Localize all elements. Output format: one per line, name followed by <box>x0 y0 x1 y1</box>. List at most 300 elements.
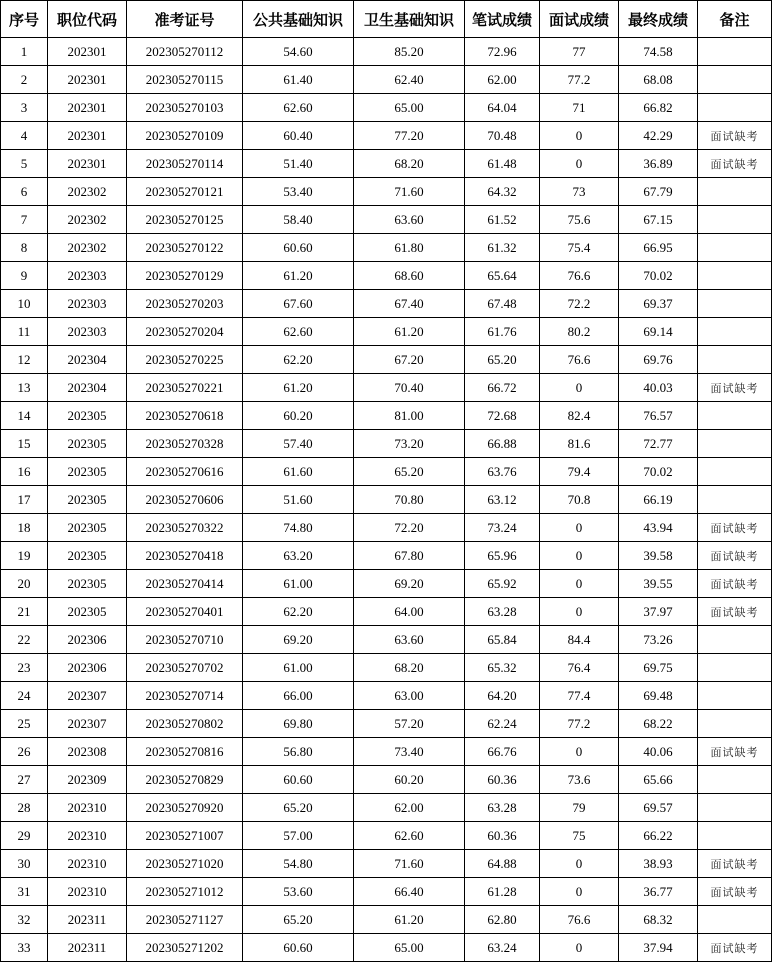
position-code-cell: 202309 <box>48 766 127 794</box>
public-knowledge-cell: 57.40 <box>243 430 354 458</box>
written-score-cell: 61.32 <box>465 234 540 262</box>
remark-cell <box>698 234 772 262</box>
public-knowledge-cell: 61.20 <box>243 374 354 402</box>
health-knowledge-cell: 61.20 <box>354 906 465 934</box>
exam-id-cell: 202305270322 <box>127 514 243 542</box>
table-row <box>1 346 772 374</box>
table-row <box>1 514 772 542</box>
exam-id-cell: 202305270125 <box>127 206 243 234</box>
interview-score-cell: 0 <box>540 738 619 766</box>
public-knowledge-cell: 51.40 <box>243 150 354 178</box>
public-knowledge-cell: 62.60 <box>243 318 354 346</box>
remark-cell <box>698 794 772 822</box>
exam-id-cell: 202305270121 <box>127 178 243 206</box>
exam-id-cell: 202305270710 <box>127 626 243 654</box>
seq-cell: 3 <box>1 94 48 122</box>
table-row <box>1 766 772 794</box>
health-knowledge-cell: 85.20 <box>354 38 465 66</box>
health-knowledge-cell: 63.60 <box>354 626 465 654</box>
remark-cell: 面试缺考 <box>698 738 772 766</box>
written-score-cell: 63.76 <box>465 458 540 486</box>
seq-cell: 7 <box>1 206 48 234</box>
written-score-cell: 73.24 <box>465 514 540 542</box>
health-knowledge-cell: 69.20 <box>354 570 465 598</box>
seq-cell: 33 <box>1 934 48 962</box>
seq-cell: 1 <box>1 38 48 66</box>
public-knowledge-cell: 69.80 <box>243 710 354 738</box>
table-row <box>1 234 772 262</box>
health-knowledge-cell: 68.20 <box>354 654 465 682</box>
exam-id-cell: 202305270618 <box>127 402 243 430</box>
written-score-cell: 64.20 <box>465 682 540 710</box>
remark-cell: 面试缺考 <box>698 850 772 878</box>
remark-cell <box>698 458 772 486</box>
written-score-cell: 65.32 <box>465 654 540 682</box>
position-code-cell: 202310 <box>48 850 127 878</box>
remark-cell <box>698 38 772 66</box>
written-score-cell: 65.96 <box>465 542 540 570</box>
exam-id-cell: 202305270702 <box>127 654 243 682</box>
seq-cell: 16 <box>1 458 48 486</box>
written-score-cell: 63.28 <box>465 794 540 822</box>
header-col-seq: 序号 <box>1 1 48 38</box>
final-score-cell: 70.02 <box>619 458 698 486</box>
written-score-cell: 61.48 <box>465 150 540 178</box>
public-knowledge-cell: 60.60 <box>243 934 354 962</box>
public-knowledge-cell: 51.60 <box>243 486 354 514</box>
exam-id-cell: 202305271202 <box>127 934 243 962</box>
table-row <box>1 430 772 458</box>
public-knowledge-cell: 61.40 <box>243 66 354 94</box>
health-knowledge-cell: 71.60 <box>354 178 465 206</box>
table-row <box>1 486 772 514</box>
public-knowledge-cell: 60.60 <box>243 766 354 794</box>
table-row <box>1 374 772 402</box>
public-knowledge-cell: 60.40 <box>243 122 354 150</box>
seq-cell: 12 <box>1 346 48 374</box>
header-col-health-knowledge: 卫生基础知识 <box>354 1 465 38</box>
interview-score-cell: 84.4 <box>540 626 619 654</box>
public-knowledge-cell: 62.20 <box>243 346 354 374</box>
written-score-cell: 61.52 <box>465 206 540 234</box>
health-knowledge-cell: 67.40 <box>354 290 465 318</box>
exam-id-cell: 202305270802 <box>127 710 243 738</box>
exam-id-cell: 202305270414 <box>127 570 243 598</box>
written-score-cell: 65.20 <box>465 346 540 374</box>
exam-id-cell: 202305271012 <box>127 878 243 906</box>
final-score-cell: 73.26 <box>619 626 698 654</box>
header-col-remark: 备注 <box>698 1 772 38</box>
final-score-cell: 39.55 <box>619 570 698 598</box>
exam-id-cell: 202305270829 <box>127 766 243 794</box>
table-row <box>1 906 772 934</box>
seq-cell: 29 <box>1 822 48 850</box>
seq-cell: 17 <box>1 486 48 514</box>
seq-cell: 31 <box>1 878 48 906</box>
table-row <box>1 710 772 738</box>
health-knowledge-cell: 61.20 <box>354 318 465 346</box>
remark-cell <box>698 262 772 290</box>
exam-id-cell: 202305270112 <box>127 38 243 66</box>
table-row <box>1 290 772 318</box>
health-knowledge-cell: 66.40 <box>354 878 465 906</box>
public-knowledge-cell: 54.80 <box>243 850 354 878</box>
health-knowledge-cell: 63.00 <box>354 682 465 710</box>
written-score-cell: 62.80 <box>465 906 540 934</box>
public-knowledge-cell: 57.00 <box>243 822 354 850</box>
written-score-cell: 66.88 <box>465 430 540 458</box>
interview-score-cell: 73 <box>540 178 619 206</box>
seq-cell: 32 <box>1 906 48 934</box>
seq-cell: 22 <box>1 626 48 654</box>
table-row <box>1 122 772 150</box>
position-code-cell: 202310 <box>48 878 127 906</box>
position-code-cell: 202302 <box>48 234 127 262</box>
interview-score-cell: 76.6 <box>540 906 619 934</box>
remark-cell: 面试缺考 <box>698 150 772 178</box>
written-score-cell: 65.84 <box>465 626 540 654</box>
health-knowledge-cell: 63.60 <box>354 206 465 234</box>
final-score-cell: 40.06 <box>619 738 698 766</box>
remark-cell: 面试缺考 <box>698 374 772 402</box>
public-knowledge-cell: 60.20 <box>243 402 354 430</box>
written-score-cell: 63.24 <box>465 934 540 962</box>
written-score-cell: 62.24 <box>465 710 540 738</box>
position-code-cell: 202306 <box>48 654 127 682</box>
written-score-cell: 66.72 <box>465 374 540 402</box>
exam-id-cell: 202305271127 <box>127 906 243 934</box>
public-knowledge-cell: 58.40 <box>243 206 354 234</box>
exam-id-cell: 202305270920 <box>127 794 243 822</box>
remark-cell <box>698 66 772 94</box>
health-knowledge-cell: 71.60 <box>354 850 465 878</box>
table-row <box>1 94 772 122</box>
interview-score-cell: 76.4 <box>540 654 619 682</box>
interview-score-cell: 0 <box>540 570 619 598</box>
health-knowledge-cell: 61.80 <box>354 234 465 262</box>
final-score-cell: 36.77 <box>619 878 698 906</box>
written-score-cell: 67.48 <box>465 290 540 318</box>
exam-id-cell: 202305270714 <box>127 682 243 710</box>
interview-score-cell: 0 <box>540 934 619 962</box>
table-row <box>1 794 772 822</box>
health-knowledge-cell: 68.20 <box>354 150 465 178</box>
remark-cell <box>698 766 772 794</box>
health-knowledge-cell: 65.00 <box>354 934 465 962</box>
public-knowledge-cell: 56.80 <box>243 738 354 766</box>
position-code-cell: 202303 <box>48 262 127 290</box>
seq-cell: 26 <box>1 738 48 766</box>
health-knowledge-cell: 65.20 <box>354 458 465 486</box>
position-code-cell: 202305 <box>48 486 127 514</box>
written-score-cell: 63.28 <box>465 598 540 626</box>
interview-score-cell: 82.4 <box>540 402 619 430</box>
interview-score-cell: 75.6 <box>540 206 619 234</box>
remark-cell <box>698 682 772 710</box>
seq-cell: 6 <box>1 178 48 206</box>
seq-cell: 18 <box>1 514 48 542</box>
table-row <box>1 318 772 346</box>
final-score-cell: 38.93 <box>619 850 698 878</box>
written-score-cell: 64.32 <box>465 178 540 206</box>
interview-score-cell: 79.4 <box>540 458 619 486</box>
public-knowledge-cell: 61.60 <box>243 458 354 486</box>
interview-score-cell: 0 <box>540 878 619 906</box>
position-code-cell: 202301 <box>48 66 127 94</box>
remark-cell <box>698 486 772 514</box>
interview-score-cell: 0 <box>540 850 619 878</box>
interview-score-cell: 76.6 <box>540 262 619 290</box>
interview-score-cell: 77.4 <box>540 682 619 710</box>
table-row <box>1 542 772 570</box>
interview-score-cell: 70.8 <box>540 486 619 514</box>
final-score-cell: 67.79 <box>619 178 698 206</box>
remark-cell <box>698 654 772 682</box>
final-score-cell: 37.97 <box>619 598 698 626</box>
seq-cell: 25 <box>1 710 48 738</box>
header-col-written-score: 笔试成绩 <box>465 1 540 38</box>
public-knowledge-cell: 65.20 <box>243 794 354 822</box>
position-code-cell: 202305 <box>48 430 127 458</box>
seq-cell: 10 <box>1 290 48 318</box>
final-score-cell: 68.22 <box>619 710 698 738</box>
interview-score-cell: 72.2 <box>540 290 619 318</box>
interview-score-cell: 0 <box>540 122 619 150</box>
final-score-cell: 66.95 <box>619 234 698 262</box>
written-score-cell: 65.64 <box>465 262 540 290</box>
interview-score-cell: 0 <box>540 150 619 178</box>
final-score-cell: 69.14 <box>619 318 698 346</box>
remark-cell: 面试缺考 <box>698 598 772 626</box>
final-score-cell: 36.89 <box>619 150 698 178</box>
interview-score-cell: 77 <box>540 38 619 66</box>
exam-id-cell: 202305270328 <box>127 430 243 458</box>
written-score-cell: 62.00 <box>465 66 540 94</box>
public-knowledge-cell: 61.00 <box>243 570 354 598</box>
public-knowledge-cell: 53.60 <box>243 878 354 906</box>
seq-cell: 4 <box>1 122 48 150</box>
final-score-cell: 69.57 <box>619 794 698 822</box>
remark-cell <box>698 346 772 374</box>
health-knowledge-cell: 73.20 <box>354 430 465 458</box>
interview-score-cell: 76.6 <box>540 346 619 374</box>
seq-cell: 19 <box>1 542 48 570</box>
position-code-cell: 202310 <box>48 822 127 850</box>
health-knowledge-cell: 62.40 <box>354 66 465 94</box>
remark-cell: 面试缺考 <box>698 514 772 542</box>
header-col-exam-id: 准考证号 <box>127 1 243 38</box>
health-knowledge-cell: 62.60 <box>354 822 465 850</box>
table-row <box>1 598 772 626</box>
final-score-cell: 68.32 <box>619 906 698 934</box>
remark-cell: 面试缺考 <box>698 122 772 150</box>
final-score-cell: 66.19 <box>619 486 698 514</box>
health-knowledge-cell: 57.20 <box>354 710 465 738</box>
health-knowledge-cell: 68.60 <box>354 262 465 290</box>
header-col-final-score: 最终成绩 <box>619 1 698 38</box>
seq-cell: 30 <box>1 850 48 878</box>
position-code-cell: 202305 <box>48 542 127 570</box>
public-knowledge-cell: 54.60 <box>243 38 354 66</box>
public-knowledge-cell: 63.20 <box>243 542 354 570</box>
exam-id-cell: 202305271020 <box>127 850 243 878</box>
exam-id-cell: 202305270225 <box>127 346 243 374</box>
interview-score-cell: 79 <box>540 794 619 822</box>
written-score-cell: 60.36 <box>465 766 540 794</box>
position-code-cell: 202308 <box>48 738 127 766</box>
remark-cell: 面试缺考 <box>698 542 772 570</box>
interview-score-cell: 75 <box>540 822 619 850</box>
final-score-cell: 76.57 <box>619 402 698 430</box>
position-code-cell: 202310 <box>48 794 127 822</box>
final-score-cell: 37.94 <box>619 934 698 962</box>
position-code-cell: 202301 <box>48 122 127 150</box>
health-knowledge-cell: 70.40 <box>354 374 465 402</box>
public-knowledge-cell: 65.20 <box>243 906 354 934</box>
interview-score-cell: 81.6 <box>540 430 619 458</box>
health-knowledge-cell: 72.20 <box>354 514 465 542</box>
table-row <box>1 822 772 850</box>
final-score-cell: 68.08 <box>619 66 698 94</box>
position-code-cell: 202303 <box>48 318 127 346</box>
position-code-cell: 202305 <box>48 402 127 430</box>
remark-cell <box>698 290 772 318</box>
final-score-cell: 66.82 <box>619 94 698 122</box>
position-code-cell: 202304 <box>48 346 127 374</box>
seq-cell: 20 <box>1 570 48 598</box>
position-code-cell: 202305 <box>48 598 127 626</box>
position-code-cell: 202302 <box>48 178 127 206</box>
health-knowledge-cell: 64.00 <box>354 598 465 626</box>
exam-id-cell: 202305270401 <box>127 598 243 626</box>
table-header <box>1 1 772 38</box>
exam-id-cell: 202305270221 <box>127 374 243 402</box>
seq-cell: 11 <box>1 318 48 346</box>
final-score-cell: 66.22 <box>619 822 698 850</box>
written-score-cell: 60.36 <box>465 822 540 850</box>
remark-cell <box>698 626 772 654</box>
header-row <box>1 1 772 38</box>
public-knowledge-cell: 74.80 <box>243 514 354 542</box>
health-knowledge-cell: 60.20 <box>354 766 465 794</box>
position-code-cell: 202311 <box>48 906 127 934</box>
remark-cell <box>698 178 772 206</box>
position-code-cell: 202305 <box>48 458 127 486</box>
written-score-cell: 65.92 <box>465 570 540 598</box>
remark-cell: 面试缺考 <box>698 878 772 906</box>
public-knowledge-cell: 66.00 <box>243 682 354 710</box>
table-row <box>1 738 772 766</box>
written-score-cell: 61.76 <box>465 318 540 346</box>
seq-cell: 15 <box>1 430 48 458</box>
exam-id-cell: 202305270616 <box>127 458 243 486</box>
position-code-cell: 202305 <box>48 570 127 598</box>
seq-cell: 28 <box>1 794 48 822</box>
exam-id-cell: 202305270109 <box>127 122 243 150</box>
remark-cell <box>698 710 772 738</box>
written-score-cell: 63.12 <box>465 486 540 514</box>
seq-cell: 21 <box>1 598 48 626</box>
table-row <box>1 262 772 290</box>
interview-score-cell: 0 <box>540 514 619 542</box>
remark-cell <box>698 906 772 934</box>
final-score-cell: 67.15 <box>619 206 698 234</box>
final-score-cell: 65.66 <box>619 766 698 794</box>
exam-id-cell: 202305270203 <box>127 290 243 318</box>
remark-cell <box>698 94 772 122</box>
table-row <box>1 150 772 178</box>
final-score-cell: 40.03 <box>619 374 698 402</box>
final-score-cell: 42.29 <box>619 122 698 150</box>
health-knowledge-cell: 73.40 <box>354 738 465 766</box>
remark-cell <box>698 430 772 458</box>
final-score-cell: 39.58 <box>619 542 698 570</box>
position-code-cell: 202306 <box>48 626 127 654</box>
table-row <box>1 178 772 206</box>
table-row <box>1 850 772 878</box>
final-score-cell: 43.94 <box>619 514 698 542</box>
position-code-cell: 202307 <box>48 710 127 738</box>
exam-id-cell: 202305270115 <box>127 66 243 94</box>
header-col-public-knowledge: 公共基础知识 <box>243 1 354 38</box>
seq-cell: 14 <box>1 402 48 430</box>
public-knowledge-cell: 62.20 <box>243 598 354 626</box>
written-score-cell: 64.88 <box>465 850 540 878</box>
position-code-cell: 202304 <box>48 374 127 402</box>
interview-score-cell: 0 <box>540 374 619 402</box>
exam-id-cell: 202305270103 <box>127 94 243 122</box>
position-code-cell: 202301 <box>48 94 127 122</box>
written-score-cell: 64.04 <box>465 94 540 122</box>
seq-cell: 2 <box>1 66 48 94</box>
final-score-cell: 69.48 <box>619 682 698 710</box>
written-score-cell: 72.68 <box>465 402 540 430</box>
public-knowledge-cell: 61.00 <box>243 654 354 682</box>
public-knowledge-cell: 61.20 <box>243 262 354 290</box>
exam-id-cell: 202305270122 <box>127 234 243 262</box>
remark-cell: 面试缺考 <box>698 934 772 962</box>
health-knowledge-cell: 70.80 <box>354 486 465 514</box>
public-knowledge-cell: 67.60 <box>243 290 354 318</box>
health-knowledge-cell: 67.80 <box>354 542 465 570</box>
table-row <box>1 626 772 654</box>
written-score-cell: 72.96 <box>465 38 540 66</box>
written-score-cell: 66.76 <box>465 738 540 766</box>
interview-score-cell: 80.2 <box>540 318 619 346</box>
interview-score-cell: 77.2 <box>540 710 619 738</box>
position-code-cell: 202305 <box>48 514 127 542</box>
public-knowledge-cell: 69.20 <box>243 626 354 654</box>
position-code-cell: 202311 <box>48 934 127 962</box>
final-score-cell: 69.76 <box>619 346 698 374</box>
seq-cell: 8 <box>1 234 48 262</box>
interview-score-cell: 0 <box>540 598 619 626</box>
exam-id-cell: 202305270204 <box>127 318 243 346</box>
seq-cell: 23 <box>1 654 48 682</box>
remark-cell <box>698 206 772 234</box>
interview-score-cell: 77.2 <box>540 66 619 94</box>
public-knowledge-cell: 60.60 <box>243 234 354 262</box>
remark-cell <box>698 822 772 850</box>
public-knowledge-cell: 62.60 <box>243 94 354 122</box>
table-row <box>1 38 772 66</box>
remark-cell <box>698 318 772 346</box>
table-row <box>1 206 772 234</box>
exam-id-cell: 202305270418 <box>127 542 243 570</box>
seq-cell: 27 <box>1 766 48 794</box>
final-score-cell: 69.37 <box>619 290 698 318</box>
final-score-cell: 70.02 <box>619 262 698 290</box>
